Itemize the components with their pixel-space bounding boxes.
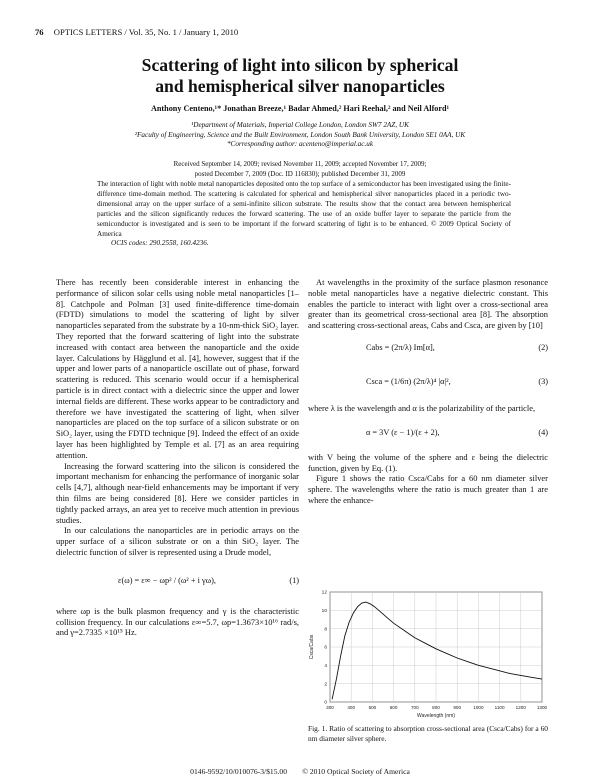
right-paragraph-1: At wavelengths in the proximity of the surface plasmon resonance noble metal nanoparticles have a negative dielectric constant. This enables the particle to interact with light over a cross-sectional area greater than its geometrical cross-sectional area [8]. The absorption and scattering cross-sectional areas, Cabs and Csca, are given by [10] bbox=[308, 277, 548, 331]
left-column bbox=[56, 277, 299, 638]
equation-4-text: α = 3V (ε − 1)/(ε + 2), bbox=[366, 427, 440, 437]
equation-1-number: (1) bbox=[289, 575, 299, 585]
equation-2-text: Cabs = (2π/λ) Im[α], bbox=[366, 342, 435, 352]
x-tick-label: 1200 bbox=[515, 705, 526, 710]
right-paragraph-4: Figure 1 shows the ratio Csca/Cabs for a 60 nm diameter silver sphere. The wavelengths where the ratio is much greater than 1 are where the enhance- bbox=[308, 473, 548, 505]
x-tick-label: 800 bbox=[432, 705, 440, 710]
equation-4-number: (4) bbox=[538, 427, 548, 437]
figure-1-chart bbox=[306, 586, 550, 720]
affiliation-2: ²Faculty of Engineering, Science and the Built Environment, London South Bank University, London SE1 0AA, UK bbox=[134, 130, 466, 139]
author-list: Anthony Centeno,¹* Jonathan Breeze,¹ Badar Ahmed,² Hari Reehal,² and Neil Alford¹ bbox=[150, 104, 450, 113]
equation-3-text: Csca = (1/6π) (2π/λ)⁴ |α|², bbox=[366, 376, 451, 386]
paragraph-2: Increasing the forward scattering into the silicon is considered the important mechanism for enhancing the performance of inorganic solar cells [4,7], although near-field enhancements may be important if very thin films are being considered [8]. Here we consider particles in tightly packed arrays, an area yet to receive much attention in previous studies. bbox=[56, 460, 299, 525]
x-tick-label: 500 bbox=[368, 705, 377, 710]
equation-2 bbox=[308, 335, 548, 361]
affiliation-1: ¹Department of Materials, Imperial College London, London SW7 2AZ, UK bbox=[191, 121, 409, 129]
journal-citation: OPTICS LETTERS / Vol. 35, No. 1 / January 1, 2010 bbox=[53, 27, 239, 37]
y-tick-label: 6 bbox=[324, 645, 327, 651]
running-header bbox=[35, 27, 238, 37]
article-title bbox=[0, 55, 600, 97]
x-tick-label: 1100 bbox=[494, 705, 505, 710]
x-tick-label: 600 bbox=[389, 705, 398, 710]
equation-1 bbox=[56, 568, 299, 596]
equation-4 bbox=[308, 418, 548, 448]
title-line-2: and hemispherical silver nanoparticles bbox=[155, 76, 445, 96]
ocis-codes: OCIS codes: 290.2558, 160.4236. bbox=[111, 239, 209, 248]
y-tick-label: 0 bbox=[324, 700, 327, 706]
affiliations bbox=[60, 121, 540, 150]
page-footer bbox=[0, 767, 600, 776]
x-tick-label: 400 bbox=[347, 705, 356, 710]
right-paragraph-2: where λ is the wavelength and α is the polarizability of the particle, bbox=[308, 402, 536, 413]
copyright: © 2010 Optical Society of America bbox=[302, 767, 410, 776]
y-tick-label: 8 bbox=[324, 627, 327, 633]
x-tick-label: 700 bbox=[410, 705, 419, 710]
y-tick-label: 2 bbox=[324, 682, 327, 688]
corresponding-author: *Corresponding author: acenteno@imperial.ac.uk bbox=[226, 140, 374, 149]
dates-line-1: Received September 14, 2009; revised November 11, 2009; accepted November 17, 2009; bbox=[173, 160, 427, 168]
equation-1-text: ε(ω) = ε∞ − ωp² / (ω² + i γω), bbox=[118, 575, 216, 585]
publication-dates bbox=[60, 160, 540, 179]
paragraph-4: where ωp is the bulk plasmon frequency and γ is the characteristic collision frequency. In our calculations ε∞=5.7, ωp=1.3673×10¹⁶ rad/s, and γ=2.7335 ×10¹⁵ Hz. bbox=[56, 605, 299, 638]
right-paragraph-3: with V being the volume of the sphere and ε being the dielectric function, given by Eq. (1). bbox=[308, 451, 548, 473]
y-tick-label: 12 bbox=[321, 590, 327, 596]
x-tick-label: 300 bbox=[326, 705, 334, 710]
equation-3 bbox=[308, 365, 548, 399]
right-column bbox=[308, 277, 548, 506]
abstract-text: The interaction of light with noble metal nanoparticles deposited onto the top surface of a semiconductor has been investigated using the finite-difference time-domain method. The scattering is calculated for spherical and hemispherical silver nanoparticles placed in a periodic two-dimensional array on the upper surface of a semi-infinite silicon substrate. The results show that the contact area between hemispherical particles and the silicon significantly reduces the forward scattering. The use of an oxide buffer layer to separate the particle from the semiconductor is investigated and is seen to be important if the forward scattering of light is to be enhanced. © 2009 Optical Society of America bbox=[97, 180, 511, 238]
figure-1-caption: Fig. 1. Ratio of scattering to absorption cross-sectional area (Csca/Cabs) for a 60 nm diameter silver sphere. bbox=[308, 724, 548, 743]
intro-paragraph: There has recently been considerable interest in enhancing the performance of silicon solar cells using noble metal nanoparticles [1–8]. Catchpole and Polman [3] used finite-difference time-domain (FDTD) simulations to model the scattering of light by silver nanoparticles separated from the substrate by a 10-nm-thick SiO₂ layer. They reported that the forward scattering of light into the substrate increased with contact area between the nanoparticle and the oxide layer. Calculations by Hägglund et al. [4], however, suggest that if the upper and lower parts of a nanoparticle oscillate out of phase, forward scattering is reduced. This scenario would occur if a hemispherical particle is in direct contact with a dielectric since the upper and lower internal fields are different. These works appear to be contradictory and therefore we have investigated the scattering of light, when silver nanoparticles are placed on the top surface of a silicon substrate or on SiO₂ layer, using the FDTD technique [9]. Indeed the effect of an oxide layer has been highlighted by Temple et al. [7] as an area requiring attention. bbox=[56, 277, 299, 460]
title-line-1: Scattering of light into silicon by spherical bbox=[141, 55, 459, 75]
paragraph-3: In our calculations the nanoparticles are in periodic arrays on the upper surface of a silicon substrate or on a thin SiO₂ layer. The dielectric function of silver is represented using a Drude model, bbox=[56, 525, 299, 557]
article-code: 0146-9592/10/010076-3/$15.00 bbox=[190, 767, 287, 776]
x-axis-label: Wavelength (nm) bbox=[417, 713, 455, 719]
y-tick-label: 4 bbox=[324, 663, 327, 669]
x-tick-label: 1300 bbox=[536, 705, 548, 710]
equation-3-number: (3) bbox=[538, 376, 548, 386]
x-tick-label: 900 bbox=[453, 705, 462, 710]
equation-2-number: (2) bbox=[538, 342, 548, 352]
abstract bbox=[97, 180, 511, 249]
dates-line-2: posted December 7, 2009 (Doc. ID 116830); published December 31, 2009 bbox=[194, 169, 406, 178]
x-tick-label: 1000 bbox=[473, 705, 484, 710]
y-axis-label: Csca/Cabs bbox=[309, 634, 315, 660]
y-tick-label: 10 bbox=[321, 608, 327, 614]
page-number: 76 bbox=[35, 27, 44, 37]
